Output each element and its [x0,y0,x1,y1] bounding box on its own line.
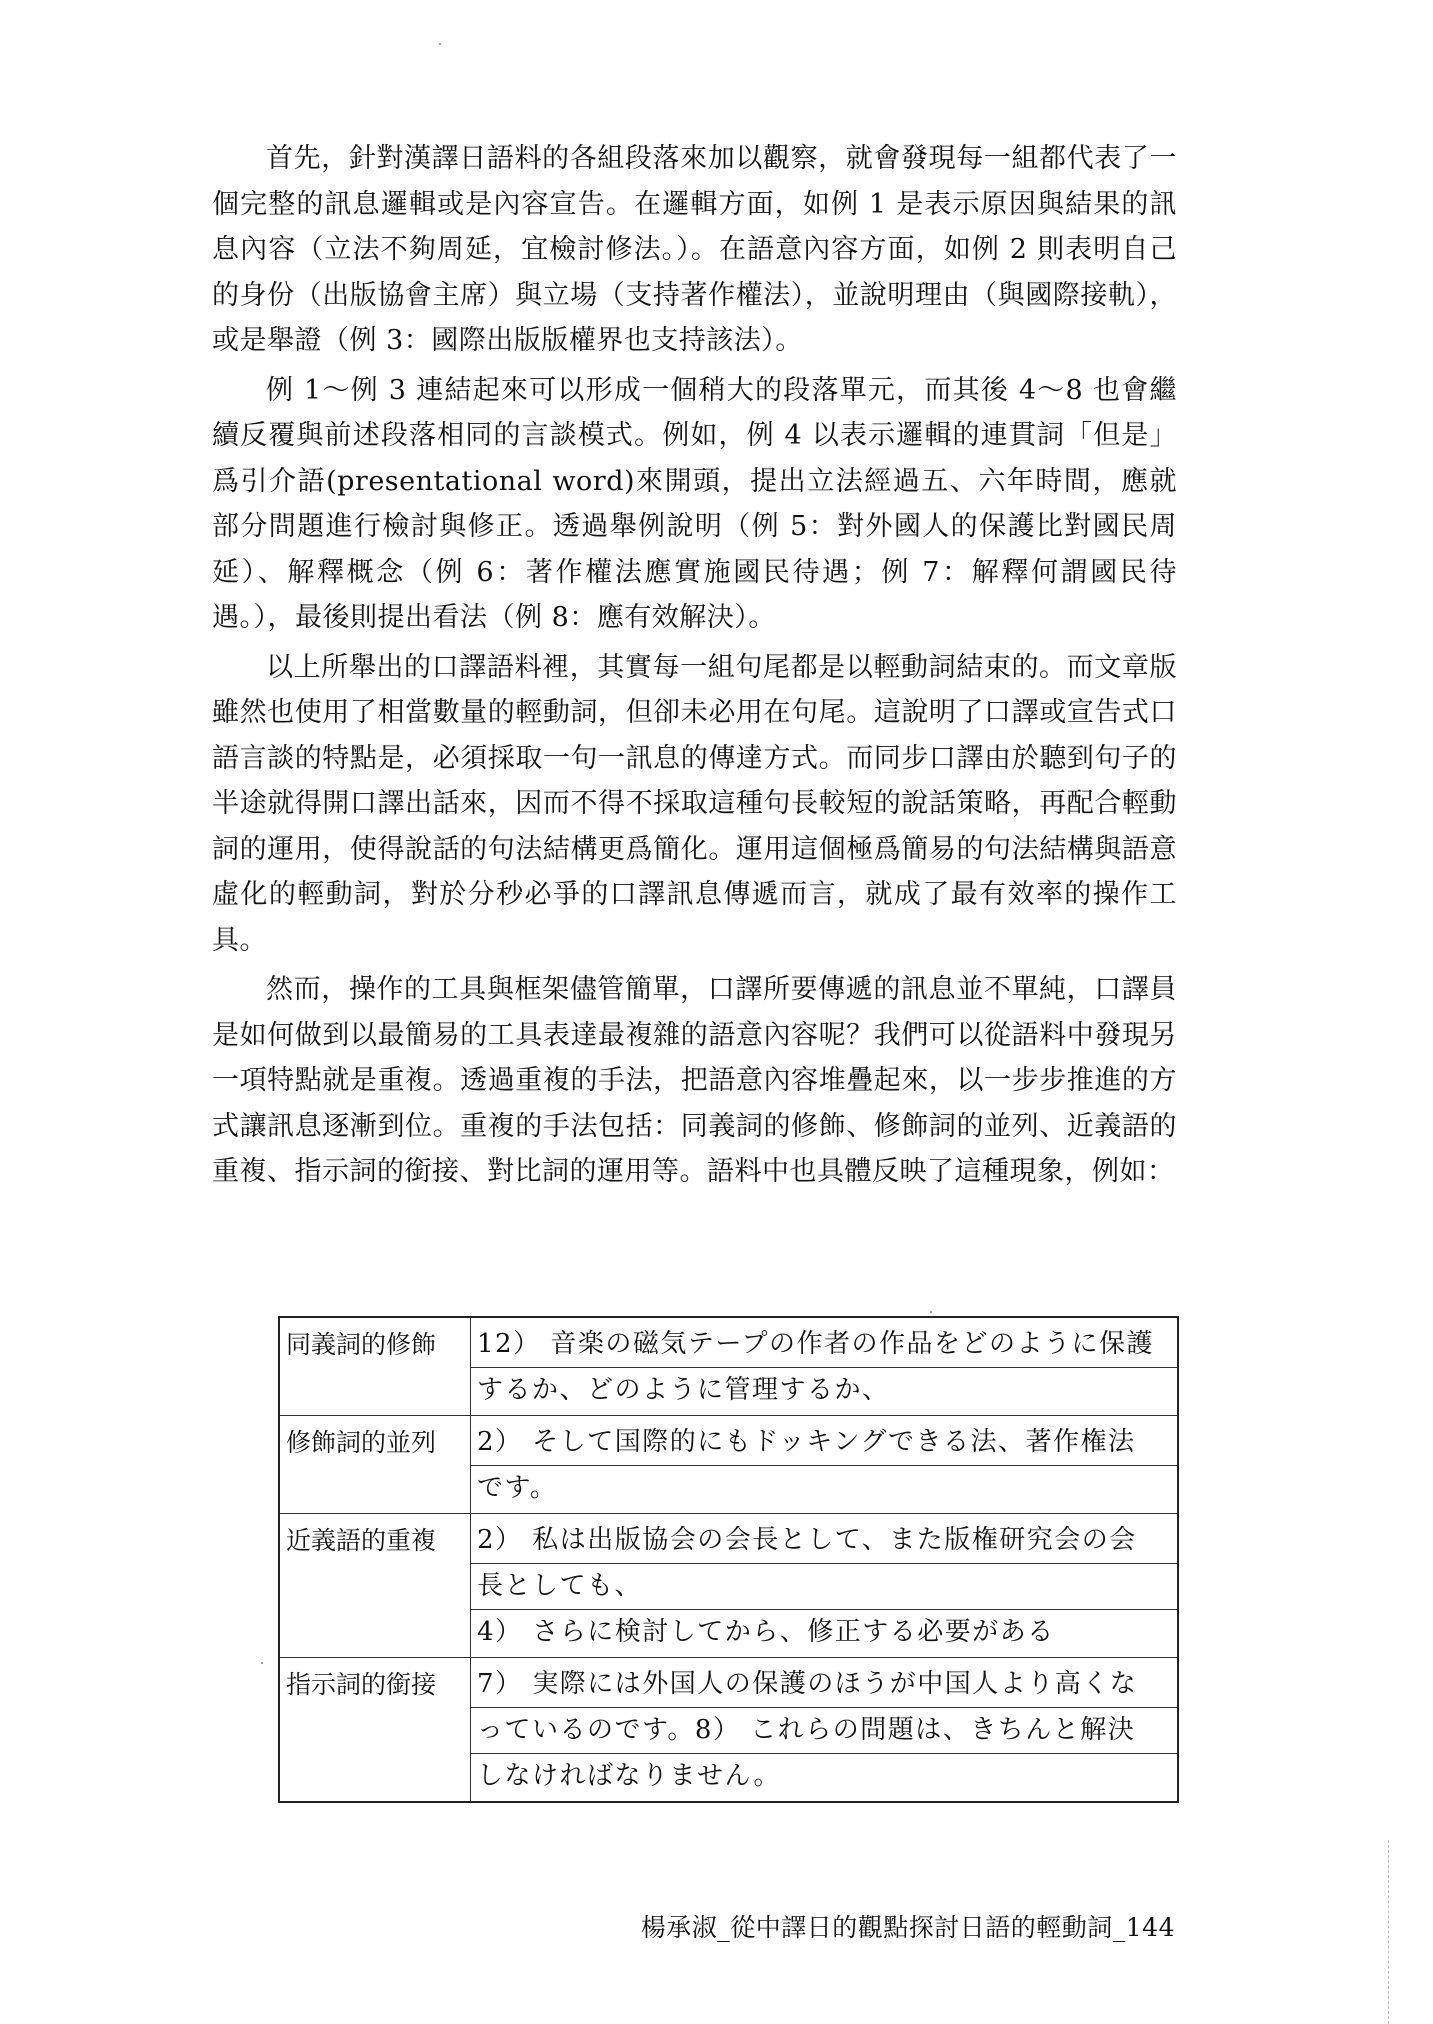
example-line: しなければなりません。 [477,1761,782,1791]
page-footer: 楊承淑_從中譯日的觀點探討日語的輕動詞_144 [640,1913,1175,1942]
example-line: 7） 実際には外国人の保護のほうが中国人より高くな [471,1662,1177,1708]
example-line: です。 [477,1473,558,1503]
example-line: 2） 私は出版協会の会長として、また版権研究会の会 [471,1518,1177,1564]
example-cell [471,1317,1179,1416]
body-text [212,136,1177,1199]
example-cell [471,1416,1179,1514]
example-cell [471,1514,1179,1658]
scan-edge-line [1388,1840,1389,2024]
scan-speck [261,1662,263,1664]
category-cell: 同義詞的修飾 [279,1317,471,1416]
paragraph: 以上所舉出的口譯語料裡，其實每一組句尾都是以輕動詞結束的。而文章版雖然也使用了相當數量的輕動詞，但卻未必用在句尾。這說明了口譯或宣告式口語言談的特點是，必須採取一句一訊息的傳達方式。而同步口譯由於聽到句子的半途就得開口譯出話來，因而不得不採取這種句長較短的說話策略，再配合輕動詞的運用，使得說話的句法結構更爲簡化。運用這個極爲簡易的句法結構與語意虛化的輕動詞，對於分秒必爭的口譯訊息傳遞而言，就成了最有效率的操作工具。 [212,651,1177,956]
table-row [279,1317,1178,1416]
example-line: 12） 音楽の磁気テープの作者の作品をどのように保護 [471,1322,1177,1368]
table-row [279,1514,1178,1658]
paragraph: 然而，操作的工具與框架儘管簡單，口譯所要傳遞的訊息並不單純，口譯員是如何做到以最簡易的工具表達最複雜的語意內容呢？我們可以從語料中發現另一項特點就是重複。透過重複的手法，把語意內容堆疊起來，以一步步推進的方式讓訊息逐漸到位。重複的手法包括：同義詞的修飾、修飾詞的並列、近義語的重複、指示詞的銜接、對比詞的運用等。語料中也具體反映了這種現象，例如： [212,974,1177,1187]
paragraph: 首先，針對漢譯日語料的各組段落來加以觀察，就會發現每一組都代表了一個完整的訊息邏輯或是內容宣告。在邏輯方面，如例 1 是表示原因與結果的訊息內容（立法不夠周延，宜檢討修法。）。在語意內容方面，如例 2 則表明自己的身份（出版協會主席）與立場（支持著作權法），並說明理由（與國際接軌），或是舉證（例 3：國際出版版權界也支持該法）。 [212,143,1177,356]
example-line: 4） さらに検討してから、修正する必要がある [477,1617,1055,1647]
example-line: するか、どのように管理するか、 [477,1375,890,1405]
table-row [279,1416,1178,1514]
table-row [279,1658,1178,1803]
paragraph: 例 1～例 3 連結起來可以形成一個稍大的段落單元，而其後 4～8 也會繼續反覆與前述段落相同的言談模式。例如，例 4 以表示邏輯的連貫詞「但是」爲引介語(presentational word)來開頭，提出立法經過五、六年時間，應就部分問題進行檢討與修正。透過舉例說明（例 5：對外國人的保護比對國民周延）、解釋概念（例 6：著作權法應實施國民待遇；例 7：解釋何謂國民待遇。），最後則提出看法（例 8：應有效解決）。 [212,374,1177,633]
scan-speck [439,43,441,45]
scan-speck [930,1311,932,1313]
example-line: っているのです。8） これらの問題は、きちんと解決 [471,1708,1177,1754]
category-cell: 指示詞的銜接 [279,1658,471,1803]
example-line: 2） そして国際的にもドッキングできる法、著作権法 [471,1420,1177,1466]
category-cell: 近義語的重複 [279,1514,471,1658]
example-cell [471,1658,1179,1803]
example-line: 長としても、 [471,1564,1177,1610]
example-table [278,1316,1179,1803]
category-cell: 修飾詞的並列 [279,1416,471,1514]
